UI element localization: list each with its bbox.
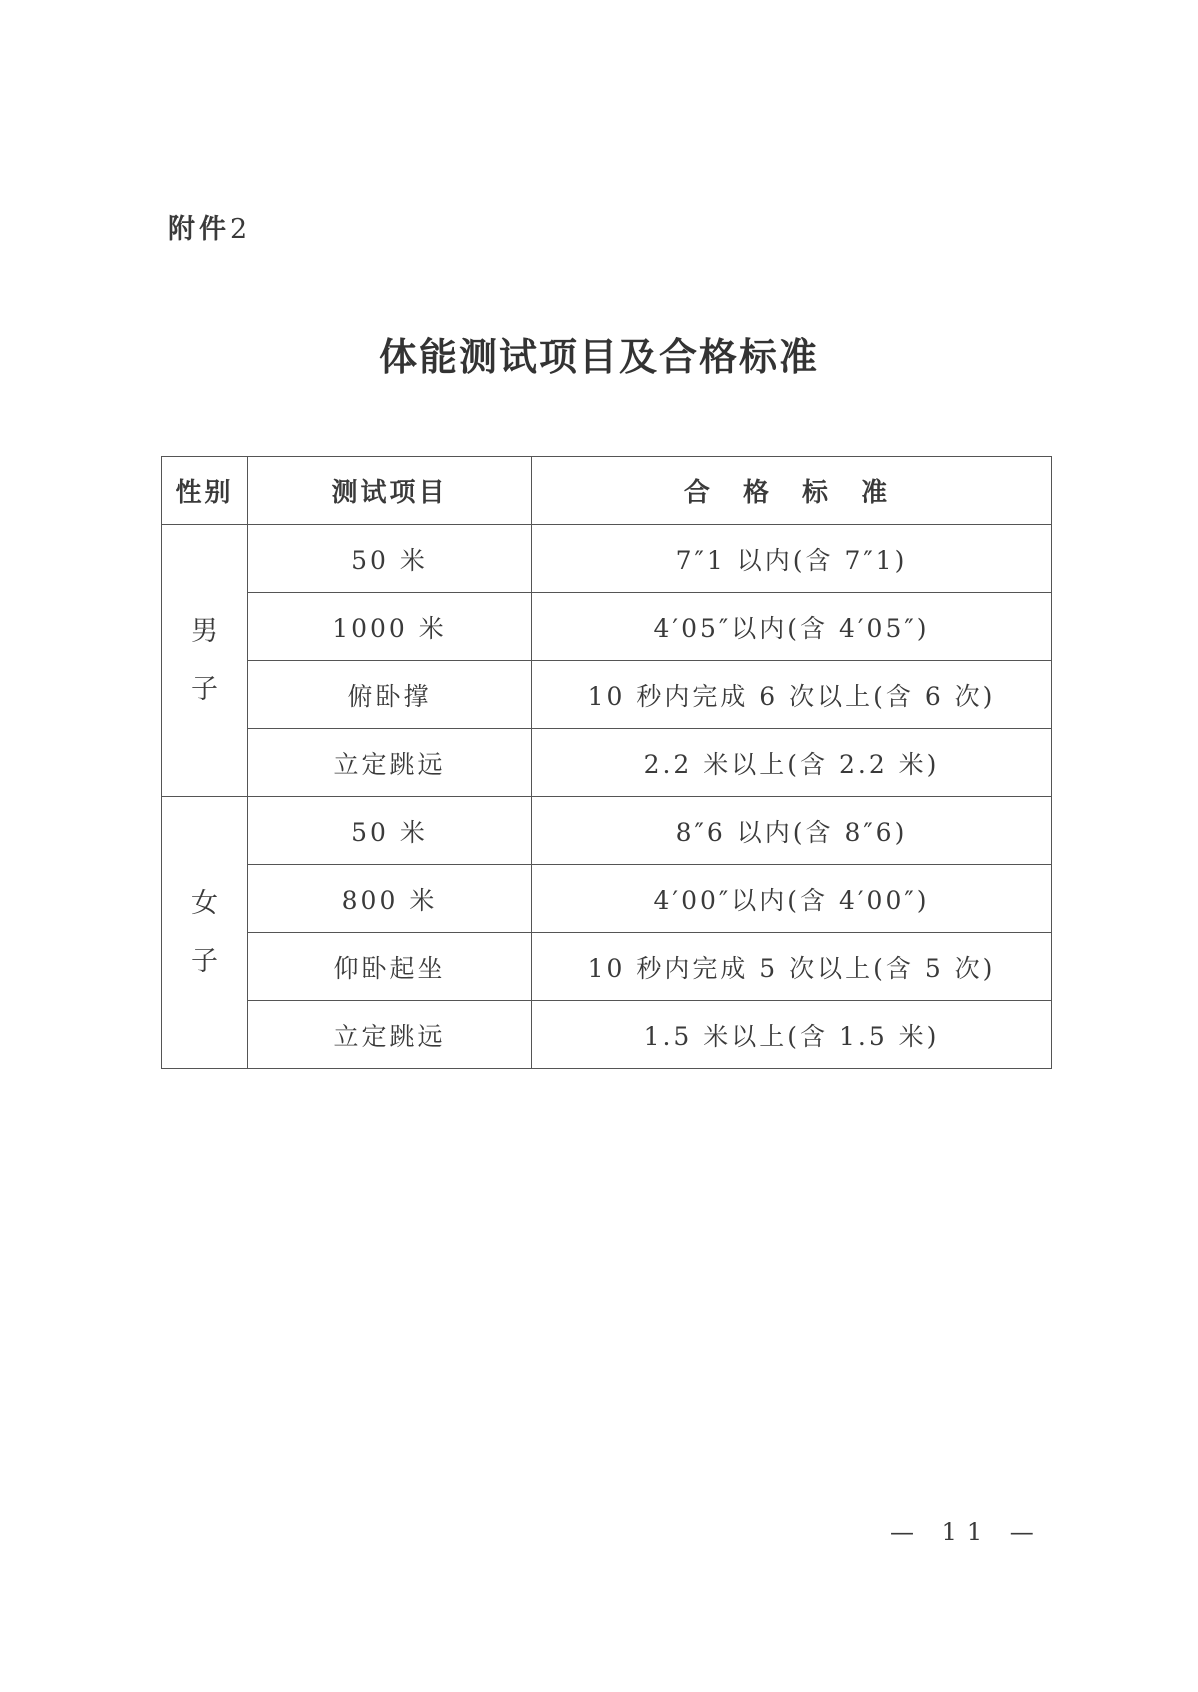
page-number: — 11 —: [890, 1518, 1044, 1546]
item-cell: 仰卧起坐: [248, 933, 532, 1001]
attachment-label-text: 附件: [168, 214, 230, 245]
gender-cell-female: [162, 797, 248, 1069]
standard-cell: 2.2 米以上(含 2.2 米): [532, 729, 1052, 797]
table-row: [162, 797, 1052, 865]
gender-char: 子: [191, 673, 218, 705]
header-standard: 合 格 标 准: [532, 457, 1052, 525]
header-gender: 性别: [162, 457, 248, 525]
table-row: [162, 865, 1052, 933]
item-cell: 俯卧撑: [248, 661, 532, 729]
gender-char: 女: [191, 887, 218, 919]
attachment-label: [168, 207, 251, 246]
header-item: 测试项目: [248, 457, 532, 525]
table-row: [162, 933, 1052, 1001]
table-row: [162, 729, 1052, 797]
standard-cell: 10 秒内完成 5 次以上(含 5 次): [532, 933, 1052, 1001]
table-row: [162, 1001, 1052, 1069]
item-cell: 50 米: [248, 525, 532, 593]
item-cell: 立定跳远: [248, 729, 532, 797]
attachment-number: 2: [230, 214, 252, 245]
item-cell: 1000 米: [248, 593, 532, 661]
item-cell: 800 米: [248, 865, 532, 933]
gender-cell-male: [162, 525, 248, 797]
standard-cell: 4′00″以内(含 4′00″): [532, 865, 1052, 933]
standards-table: [161, 456, 1052, 1069]
table-row: [162, 593, 1052, 661]
item-cell: 立定跳远: [248, 1001, 532, 1069]
table-row: [162, 525, 1052, 593]
table-header-row: [162, 457, 1052, 525]
standard-cell: 8″6 以内(含 8″6): [532, 797, 1052, 865]
standard-cell: 1.5 米以上(含 1.5 米): [532, 1001, 1052, 1069]
table-row: [162, 661, 1052, 729]
standard-cell: 4′05″以内(含 4′05″): [532, 593, 1052, 661]
gender-char: 子: [191, 945, 218, 977]
item-cell: 50 米: [248, 797, 532, 865]
standard-cell: 10 秒内完成 6 次以上(含 6 次): [532, 661, 1052, 729]
page-title: 体能测试项目及合格标准: [378, 335, 819, 379]
standard-cell: 7″1 以内(含 7″1): [532, 525, 1052, 593]
gender-char: 男: [191, 615, 218, 647]
